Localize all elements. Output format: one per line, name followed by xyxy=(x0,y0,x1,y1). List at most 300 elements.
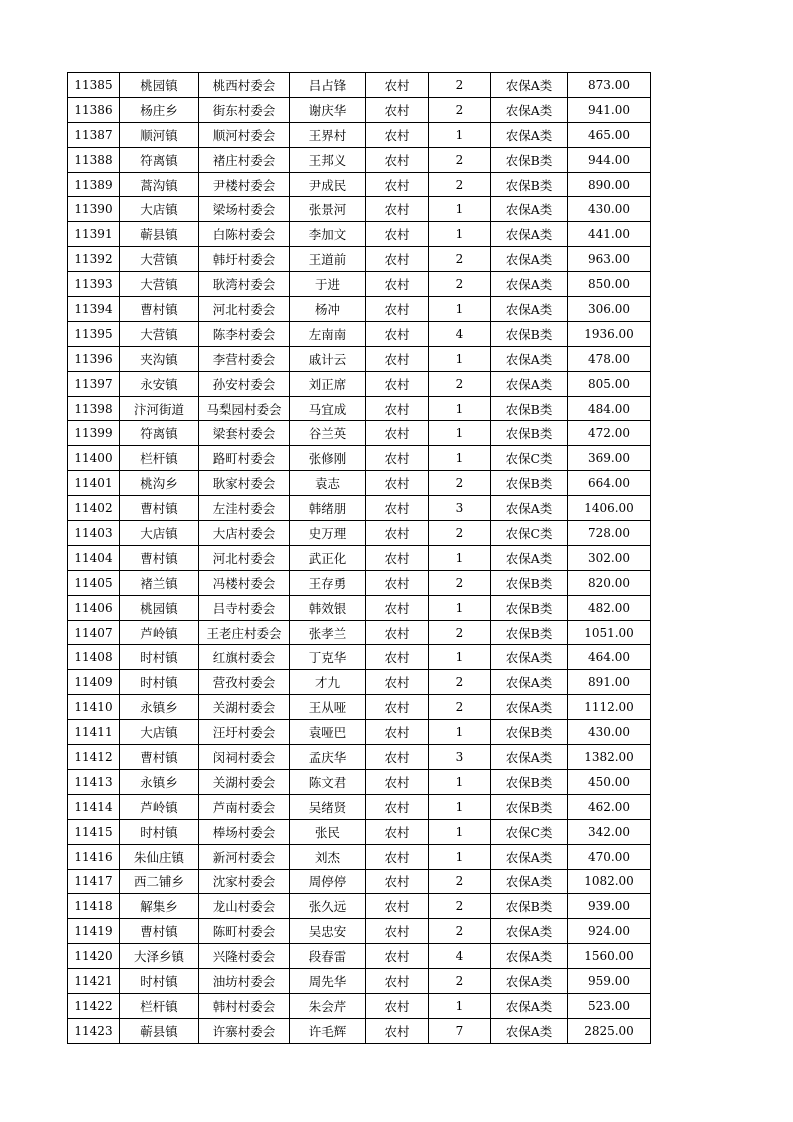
cell-village-committee: 红旗村委会 xyxy=(199,645,290,670)
cell-village-committee: 河北村委会 xyxy=(199,297,290,322)
cell-amount: 484.00 xyxy=(568,396,651,421)
cell-area-type: 农村 xyxy=(366,570,429,595)
cell-record-id: 11416 xyxy=(68,844,120,869)
cell-area-type: 农村 xyxy=(366,695,429,720)
cell-record-id: 11420 xyxy=(68,944,120,969)
cell-town: 西二铺乡 xyxy=(120,869,199,894)
cell-amount: 430.00 xyxy=(568,720,651,745)
cell-village-committee: 马梨园村委会 xyxy=(199,396,290,421)
table-row xyxy=(68,844,651,869)
cell-area-type: 农村 xyxy=(366,869,429,894)
cell-village-committee: 冯楼村委会 xyxy=(199,570,290,595)
cell-amount: 939.00 xyxy=(568,894,651,919)
cell-village-committee: 褚庄村委会 xyxy=(199,147,290,172)
table-row xyxy=(68,421,651,446)
cell-insurance-category: 农保C类 xyxy=(491,446,568,471)
table-row xyxy=(68,769,651,794)
cell-area-type: 农村 xyxy=(366,396,429,421)
cell-person-name: 张孝兰 xyxy=(290,620,366,645)
table-row xyxy=(68,197,651,222)
cell-person-name: 周停停 xyxy=(290,869,366,894)
table-row xyxy=(68,570,651,595)
cell-village-committee: 大店村委会 xyxy=(199,521,290,546)
cell-village-committee: 棒场村委会 xyxy=(199,819,290,844)
table-row xyxy=(68,919,651,944)
cell-amount: 1936.00 xyxy=(568,321,651,346)
cell-village-committee: 李营村委会 xyxy=(199,346,290,371)
table-row xyxy=(68,446,651,471)
cell-person-name: 杨冲 xyxy=(290,297,366,322)
cell-household-count: 7 xyxy=(429,1018,491,1043)
cell-area-type: 农村 xyxy=(366,321,429,346)
cell-village-committee: 关湖村委会 xyxy=(199,769,290,794)
cell-household-count: 1 xyxy=(429,197,491,222)
cell-insurance-category: 农保A类 xyxy=(491,645,568,670)
cell-town: 褚兰镇 xyxy=(120,570,199,595)
cell-person-name: 戚计云 xyxy=(290,346,366,371)
cell-town: 桃园镇 xyxy=(120,595,199,620)
cell-person-name: 周先华 xyxy=(290,969,366,994)
cell-village-committee: 耿湾村委会 xyxy=(199,272,290,297)
table-row xyxy=(68,297,651,322)
table-row xyxy=(68,471,651,496)
table-row xyxy=(68,272,651,297)
cell-record-id: 11395 xyxy=(68,321,120,346)
cell-village-committee: 左洼村委会 xyxy=(199,496,290,521)
cell-person-name: 吴忠安 xyxy=(290,919,366,944)
cell-insurance-category: 农保A类 xyxy=(491,371,568,396)
cell-record-id: 11406 xyxy=(68,595,120,620)
cell-household-count: 2 xyxy=(429,620,491,645)
cell-record-id: 11397 xyxy=(68,371,120,396)
cell-area-type: 农村 xyxy=(366,993,429,1018)
cell-insurance-category: 农保A类 xyxy=(491,844,568,869)
table-row xyxy=(68,620,651,645)
cell-town: 永安镇 xyxy=(120,371,199,396)
cell-amount: 478.00 xyxy=(568,346,651,371)
cell-insurance-category: 农保A类 xyxy=(491,670,568,695)
cell-village-committee: 许寨村委会 xyxy=(199,1018,290,1043)
cell-person-name: 张久远 xyxy=(290,894,366,919)
cell-insurance-category: 农保A类 xyxy=(491,1018,568,1043)
cell-insurance-category: 农保A类 xyxy=(491,695,568,720)
table-row xyxy=(68,969,651,994)
cell-record-id: 11400 xyxy=(68,446,120,471)
cell-household-count: 4 xyxy=(429,321,491,346)
table-row xyxy=(68,869,651,894)
cell-household-count: 2 xyxy=(429,172,491,197)
cell-person-name: 韩效银 xyxy=(290,595,366,620)
cell-person-name: 谷兰英 xyxy=(290,421,366,446)
cell-area-type: 农村 xyxy=(366,172,429,197)
table-row xyxy=(68,944,651,969)
table-row xyxy=(68,122,651,147)
cell-person-name: 朱会芹 xyxy=(290,993,366,1018)
cell-town: 解集乡 xyxy=(120,894,199,919)
cell-town: 时村镇 xyxy=(120,969,199,994)
cell-record-id: 11423 xyxy=(68,1018,120,1043)
cell-village-committee: 街东村委会 xyxy=(199,97,290,122)
cell-person-name: 王邦义 xyxy=(290,147,366,172)
cell-insurance-category: 农保B类 xyxy=(491,147,568,172)
cell-household-count: 4 xyxy=(429,944,491,969)
cell-town: 曹村镇 xyxy=(120,745,199,770)
cell-person-name: 才九 xyxy=(290,670,366,695)
cell-household-count: 1 xyxy=(429,844,491,869)
cell-insurance-category: 农保B类 xyxy=(491,620,568,645)
cell-amount: 924.00 xyxy=(568,919,651,944)
cell-insurance-category: 农保A类 xyxy=(491,297,568,322)
cell-person-name: 于进 xyxy=(290,272,366,297)
cell-person-name: 尹成民 xyxy=(290,172,366,197)
cell-household-count: 2 xyxy=(429,272,491,297)
cell-household-count: 1 xyxy=(429,446,491,471)
cell-amount: 891.00 xyxy=(568,670,651,695)
cell-person-name: 许毛辉 xyxy=(290,1018,366,1043)
cell-insurance-category: 农保A类 xyxy=(491,222,568,247)
cell-amount: 1051.00 xyxy=(568,620,651,645)
cell-village-committee: 孙安村委会 xyxy=(199,371,290,396)
cell-record-id: 11418 xyxy=(68,894,120,919)
cell-record-id: 11391 xyxy=(68,222,120,247)
records-table xyxy=(67,72,651,1044)
cell-household-count: 1 xyxy=(429,122,491,147)
cell-record-id: 11387 xyxy=(68,122,120,147)
cell-area-type: 农村 xyxy=(366,894,429,919)
cell-person-name: 袁志 xyxy=(290,471,366,496)
cell-household-count: 2 xyxy=(429,147,491,172)
cell-village-committee: 关湖村委会 xyxy=(199,695,290,720)
cell-insurance-category: 农保B类 xyxy=(491,396,568,421)
cell-household-count: 3 xyxy=(429,745,491,770)
cell-village-committee: 吕寺村委会 xyxy=(199,595,290,620)
cell-town: 曹村镇 xyxy=(120,545,199,570)
cell-record-id: 11396 xyxy=(68,346,120,371)
cell-amount: 369.00 xyxy=(568,446,651,471)
cell-amount: 1406.00 xyxy=(568,496,651,521)
cell-area-type: 农村 xyxy=(366,620,429,645)
cell-household-count: 2 xyxy=(429,894,491,919)
table-row xyxy=(68,321,651,346)
cell-record-id: 11386 xyxy=(68,97,120,122)
table-row xyxy=(68,993,651,1018)
cell-insurance-category: 农保A类 xyxy=(491,247,568,272)
cell-amount: 342.00 xyxy=(568,819,651,844)
cell-insurance-category: 农保A类 xyxy=(491,944,568,969)
cell-town: 永镇乡 xyxy=(120,769,199,794)
cell-record-id: 11422 xyxy=(68,993,120,1018)
cell-village-committee: 营孜村委会 xyxy=(199,670,290,695)
cell-insurance-category: 农保A类 xyxy=(491,545,568,570)
cell-town: 大店镇 xyxy=(120,521,199,546)
cell-record-id: 11411 xyxy=(68,720,120,745)
cell-town: 时村镇 xyxy=(120,645,199,670)
cell-village-committee: 新河村委会 xyxy=(199,844,290,869)
cell-amount: 430.00 xyxy=(568,197,651,222)
cell-town: 大店镇 xyxy=(120,720,199,745)
cell-insurance-category: 农保A类 xyxy=(491,73,568,98)
cell-town: 时村镇 xyxy=(120,670,199,695)
cell-insurance-category: 农保B类 xyxy=(491,471,568,496)
table-row xyxy=(68,819,651,844)
cell-insurance-category: 农保C类 xyxy=(491,819,568,844)
cell-amount: 472.00 xyxy=(568,421,651,446)
cell-town: 曹村镇 xyxy=(120,496,199,521)
cell-amount: 1560.00 xyxy=(568,944,651,969)
cell-record-id: 11392 xyxy=(68,247,120,272)
cell-person-name: 马宜成 xyxy=(290,396,366,421)
cell-amount: 820.00 xyxy=(568,570,651,595)
cell-household-count: 1 xyxy=(429,545,491,570)
cell-amount: 482.00 xyxy=(568,595,651,620)
cell-household-count: 2 xyxy=(429,73,491,98)
cell-person-name: 丁克华 xyxy=(290,645,366,670)
cell-village-committee: 王老庄村委会 xyxy=(199,620,290,645)
cell-area-type: 农村 xyxy=(366,944,429,969)
cell-amount: 441.00 xyxy=(568,222,651,247)
cell-household-count: 1 xyxy=(429,794,491,819)
cell-area-type: 农村 xyxy=(366,421,429,446)
cell-area-type: 农村 xyxy=(366,371,429,396)
cell-area-type: 农村 xyxy=(366,794,429,819)
cell-household-count: 1 xyxy=(429,819,491,844)
table-row xyxy=(68,222,651,247)
cell-town: 顺河镇 xyxy=(120,122,199,147)
cell-record-id: 11388 xyxy=(68,147,120,172)
cell-record-id: 11415 xyxy=(68,819,120,844)
cell-household-count: 1 xyxy=(429,421,491,446)
cell-area-type: 农村 xyxy=(366,919,429,944)
cell-record-id: 11419 xyxy=(68,919,120,944)
cell-village-committee: 梁套村委会 xyxy=(199,421,290,446)
cell-household-count: 1 xyxy=(429,720,491,745)
cell-village-committee: 尹楼村委会 xyxy=(199,172,290,197)
cell-amount: 873.00 xyxy=(568,73,651,98)
cell-village-committee: 兴隆村委会 xyxy=(199,944,290,969)
cell-town: 杨庄乡 xyxy=(120,97,199,122)
cell-person-name: 史万理 xyxy=(290,521,366,546)
cell-insurance-category: 农保A类 xyxy=(491,122,568,147)
cell-village-committee: 闵祠村委会 xyxy=(199,745,290,770)
cell-insurance-category: 农保A类 xyxy=(491,919,568,944)
cell-household-count: 1 xyxy=(429,346,491,371)
cell-insurance-category: 农保A类 xyxy=(491,97,568,122)
cell-area-type: 农村 xyxy=(366,645,429,670)
cell-person-name: 武正化 xyxy=(290,545,366,570)
cell-area-type: 农村 xyxy=(366,272,429,297)
cell-area-type: 农村 xyxy=(366,247,429,272)
cell-household-count: 1 xyxy=(429,297,491,322)
table-row xyxy=(68,346,651,371)
cell-record-id: 11393 xyxy=(68,272,120,297)
cell-person-name: 王道前 xyxy=(290,247,366,272)
cell-area-type: 农村 xyxy=(366,969,429,994)
cell-village-committee: 陈町村委会 xyxy=(199,919,290,944)
cell-record-id: 11417 xyxy=(68,869,120,894)
cell-household-count: 1 xyxy=(429,645,491,670)
cell-amount: 523.00 xyxy=(568,993,651,1018)
cell-record-id: 11412 xyxy=(68,745,120,770)
cell-record-id: 11409 xyxy=(68,670,120,695)
cell-town: 朱仙庄镇 xyxy=(120,844,199,869)
cell-person-name: 谢庆华 xyxy=(290,97,366,122)
cell-amount: 941.00 xyxy=(568,97,651,122)
cell-record-id: 11401 xyxy=(68,471,120,496)
cell-household-count: 3 xyxy=(429,496,491,521)
table-row xyxy=(68,595,651,620)
table-row xyxy=(68,521,651,546)
cell-town: 夹沟镇 xyxy=(120,346,199,371)
cell-record-id: 11394 xyxy=(68,297,120,322)
records-table-body xyxy=(68,73,651,1044)
table-row xyxy=(68,1018,651,1043)
cell-area-type: 农村 xyxy=(366,197,429,222)
cell-town: 大店镇 xyxy=(120,197,199,222)
records-table-container xyxy=(67,72,650,1044)
cell-town: 栏杆镇 xyxy=(120,446,199,471)
cell-area-type: 农村 xyxy=(366,147,429,172)
cell-insurance-category: 农保A类 xyxy=(491,969,568,994)
cell-insurance-category: 农保B类 xyxy=(491,421,568,446)
table-row xyxy=(68,794,651,819)
cell-record-id: 11410 xyxy=(68,695,120,720)
cell-household-count: 2 xyxy=(429,969,491,994)
cell-town: 大营镇 xyxy=(120,272,199,297)
cell-area-type: 农村 xyxy=(366,346,429,371)
table-row xyxy=(68,894,651,919)
cell-household-count: 2 xyxy=(429,869,491,894)
cell-town: 栏杆镇 xyxy=(120,993,199,1018)
cell-household-count: 2 xyxy=(429,371,491,396)
cell-area-type: 农村 xyxy=(366,545,429,570)
cell-town: 符离镇 xyxy=(120,147,199,172)
cell-amount: 306.00 xyxy=(568,297,651,322)
cell-household-count: 1 xyxy=(429,769,491,794)
table-row xyxy=(68,97,651,122)
cell-person-name: 李加文 xyxy=(290,222,366,247)
cell-household-count: 1 xyxy=(429,595,491,620)
cell-amount: 728.00 xyxy=(568,521,651,546)
cell-amount: 1382.00 xyxy=(568,745,651,770)
cell-household-count: 1 xyxy=(429,396,491,421)
cell-amount: 1082.00 xyxy=(568,869,651,894)
cell-household-count: 2 xyxy=(429,570,491,595)
cell-amount: 850.00 xyxy=(568,272,651,297)
cell-village-committee: 沈家村委会 xyxy=(199,869,290,894)
cell-town: 芦岭镇 xyxy=(120,620,199,645)
cell-town: 曹村镇 xyxy=(120,297,199,322)
cell-person-name: 吴绪贤 xyxy=(290,794,366,819)
cell-insurance-category: 农保A类 xyxy=(491,993,568,1018)
cell-amount: 450.00 xyxy=(568,769,651,794)
cell-record-id: 11403 xyxy=(68,521,120,546)
cell-person-name: 韩绪朋 xyxy=(290,496,366,521)
cell-town: 汴河街道 xyxy=(120,396,199,421)
cell-person-name: 刘正席 xyxy=(290,371,366,396)
cell-area-type: 农村 xyxy=(366,720,429,745)
cell-record-id: 11402 xyxy=(68,496,120,521)
cell-area-type: 农村 xyxy=(366,819,429,844)
cell-insurance-category: 农保B类 xyxy=(491,321,568,346)
cell-amount: 664.00 xyxy=(568,471,651,496)
cell-person-name: 袁哑巴 xyxy=(290,720,366,745)
cell-village-committee: 顺河村委会 xyxy=(199,122,290,147)
cell-record-id: 11390 xyxy=(68,197,120,222)
cell-record-id: 11398 xyxy=(68,396,120,421)
table-row xyxy=(68,396,651,421)
table-row xyxy=(68,73,651,98)
cell-household-count: 2 xyxy=(429,471,491,496)
cell-household-count: 2 xyxy=(429,695,491,720)
cell-record-id: 11408 xyxy=(68,645,120,670)
cell-area-type: 农村 xyxy=(366,769,429,794)
cell-insurance-category: 农保C类 xyxy=(491,521,568,546)
cell-record-id: 11413 xyxy=(68,769,120,794)
cell-amount: 462.00 xyxy=(568,794,651,819)
cell-village-committee: 耿家村委会 xyxy=(199,471,290,496)
cell-amount: 464.00 xyxy=(568,645,651,670)
cell-village-committee: 路町村委会 xyxy=(199,446,290,471)
cell-village-committee: 陈李村委会 xyxy=(199,321,290,346)
cell-insurance-category: 农保A类 xyxy=(491,496,568,521)
table-row xyxy=(68,147,651,172)
cell-household-count: 2 xyxy=(429,521,491,546)
cell-person-name: 陈文君 xyxy=(290,769,366,794)
cell-person-name: 张修刚 xyxy=(290,446,366,471)
table-row xyxy=(68,247,651,272)
cell-person-name: 张景河 xyxy=(290,197,366,222)
cell-area-type: 农村 xyxy=(366,471,429,496)
cell-amount: 890.00 xyxy=(568,172,651,197)
cell-insurance-category: 农保B类 xyxy=(491,769,568,794)
cell-amount: 963.00 xyxy=(568,247,651,272)
cell-record-id: 11407 xyxy=(68,620,120,645)
cell-household-count: 2 xyxy=(429,247,491,272)
cell-record-id: 11421 xyxy=(68,969,120,994)
table-row xyxy=(68,720,651,745)
cell-person-name: 张民 xyxy=(290,819,366,844)
table-row xyxy=(68,371,651,396)
cell-person-name: 吕占锋 xyxy=(290,73,366,98)
cell-village-committee: 白陈村委会 xyxy=(199,222,290,247)
cell-village-committee: 汪圩村委会 xyxy=(199,720,290,745)
cell-village-committee: 龙山村委会 xyxy=(199,894,290,919)
cell-household-count: 2 xyxy=(429,670,491,695)
cell-household-count: 2 xyxy=(429,97,491,122)
cell-insurance-category: 农保A类 xyxy=(491,272,568,297)
cell-insurance-category: 农保B类 xyxy=(491,570,568,595)
cell-area-type: 农村 xyxy=(366,297,429,322)
cell-person-name: 段春雷 xyxy=(290,944,366,969)
cell-town: 蒿沟镇 xyxy=(120,172,199,197)
cell-amount: 959.00 xyxy=(568,969,651,994)
cell-insurance-category: 农保A类 xyxy=(491,346,568,371)
cell-village-committee: 芦南村委会 xyxy=(199,794,290,819)
table-row xyxy=(68,545,651,570)
cell-insurance-category: 农保B类 xyxy=(491,720,568,745)
cell-person-name: 王界村 xyxy=(290,122,366,147)
cell-amount: 470.00 xyxy=(568,844,651,869)
cell-household-count: 2 xyxy=(429,919,491,944)
cell-area-type: 农村 xyxy=(366,670,429,695)
table-row xyxy=(68,695,651,720)
cell-record-id: 11405 xyxy=(68,570,120,595)
cell-town: 永镇乡 xyxy=(120,695,199,720)
table-row xyxy=(68,670,651,695)
cell-town: 芦岭镇 xyxy=(120,794,199,819)
table-row xyxy=(68,745,651,770)
cell-insurance-category: 农保A类 xyxy=(491,197,568,222)
